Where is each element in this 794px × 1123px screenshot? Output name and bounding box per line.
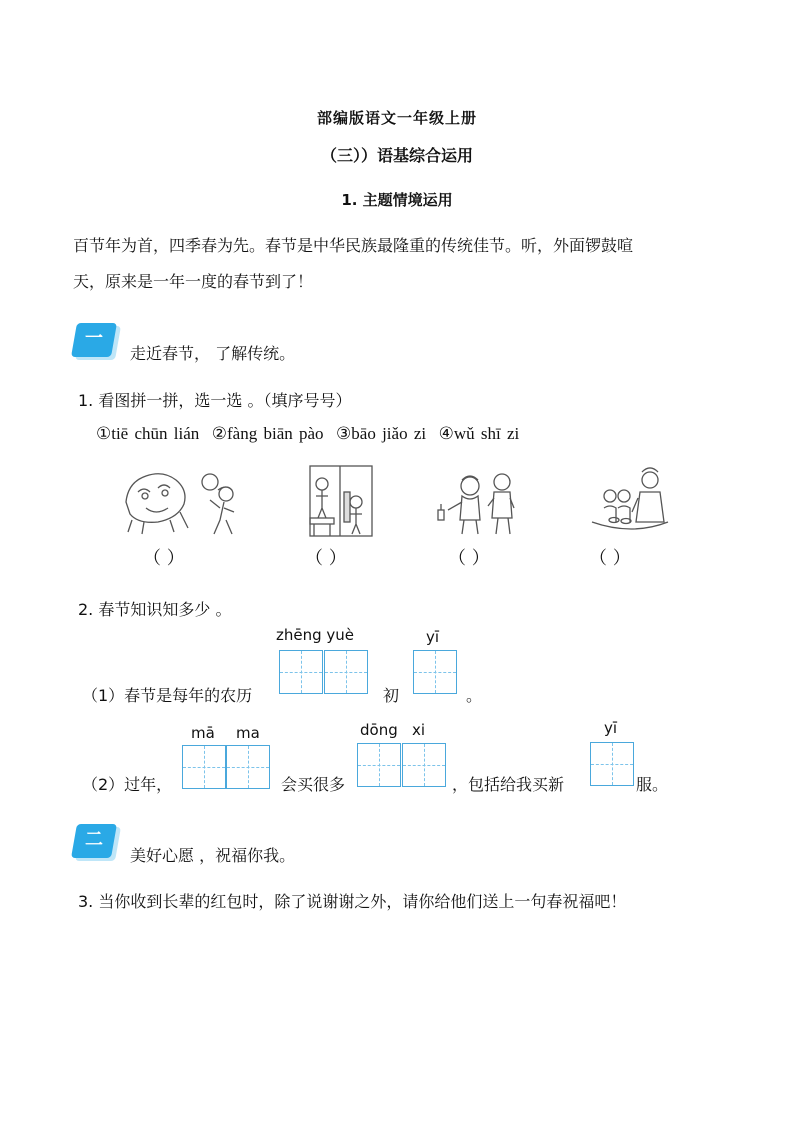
answer-blank-4[interactable]: （ ）	[589, 548, 631, 569]
char-box-dong[interactable]	[357, 743, 401, 787]
option-2: ②fàng biān pào	[211, 424, 324, 443]
pinyin-yi-1: yī	[426, 628, 440, 646]
document-title: 部编版语文一年级上册	[316, 109, 477, 127]
pinyin-yi-2: yī	[604, 719, 618, 737]
pinyin-options	[96, 424, 519, 444]
option-4: ④wǔ shī zi	[438, 424, 520, 443]
sub-question-2-middle1: 会买很多	[281, 775, 346, 794]
section-2-title: 美好心愿 ，祝福你我。	[130, 846, 296, 865]
sub-question-1-middle: 初	[383, 686, 400, 705]
couplets-icon	[300, 462, 382, 540]
sub-question-1-prefix: （1）春节是每年的农历	[82, 686, 253, 705]
intro-line-2: 天，原来是一年一度的春节到了！	[73, 272, 314, 291]
question-2: 2. 春节知识知多少 。	[78, 600, 232, 619]
answer-blank-1[interactable]: （ ）	[143, 548, 185, 569]
intro-line-1: 百节年为首，四季春为先。春节是中华民族最隆重的传统佳节。听，外面锣鼓喧	[73, 236, 634, 255]
answer-blank-3[interactable]: （ ）	[448, 548, 490, 569]
section-1-title: 走近春节， 了解传统。	[130, 344, 296, 363]
sub-question-1-suffix: 。	[466, 686, 483, 705]
question-3: 3. 当你收到长辈的红包时，除了说谢谢之外，请你给他们送上一句春祝福吧！	[78, 892, 627, 911]
char-box-xi[interactable]	[402, 743, 446, 787]
char-box-yi-1[interactable]	[413, 650, 457, 694]
sub-question-2-suffix: 服。	[636, 775, 669, 794]
answer-blank-2[interactable]: （ ）	[305, 548, 347, 569]
pinyin-ma-2: ma	[236, 724, 260, 742]
char-box-ma-1[interactable]	[182, 745, 226, 789]
section-2-badge-icon: 二	[74, 824, 118, 858]
section-heading: 1. 主题情境运用	[341, 191, 453, 209]
question-1: 1. 看图拼一拼，选一选 。（填序号号）	[78, 391, 352, 410]
sub-question-2-middle2: ，包括给我买新	[452, 775, 565, 794]
char-box-ma-2[interactable]	[226, 745, 270, 789]
pinyin-zhengyue: zhēng yuè	[276, 626, 355, 644]
sub-question-2-prefix: （2）过年，	[82, 775, 173, 794]
lion-dance-icon	[118, 462, 248, 540]
intro-paragraph	[73, 228, 733, 300]
section-1-badge-icon: 一	[74, 323, 118, 357]
dumplings-icon	[588, 462, 672, 540]
char-box-yi-2[interactable]	[590, 742, 634, 786]
option-3: ③bāo jiǎo zi	[336, 424, 427, 443]
char-box-zheng[interactable]	[279, 650, 323, 694]
pinyin-ma-1: mā	[191, 724, 215, 742]
firecrackers-icon	[432, 462, 526, 540]
option-1: ①tiē chūn lián	[96, 424, 200, 443]
pinyin-dongxi: dōng xi	[360, 721, 426, 739]
char-box-yue[interactable]	[324, 650, 368, 694]
document-subtitle: （三））语基综合运用	[320, 146, 473, 165]
